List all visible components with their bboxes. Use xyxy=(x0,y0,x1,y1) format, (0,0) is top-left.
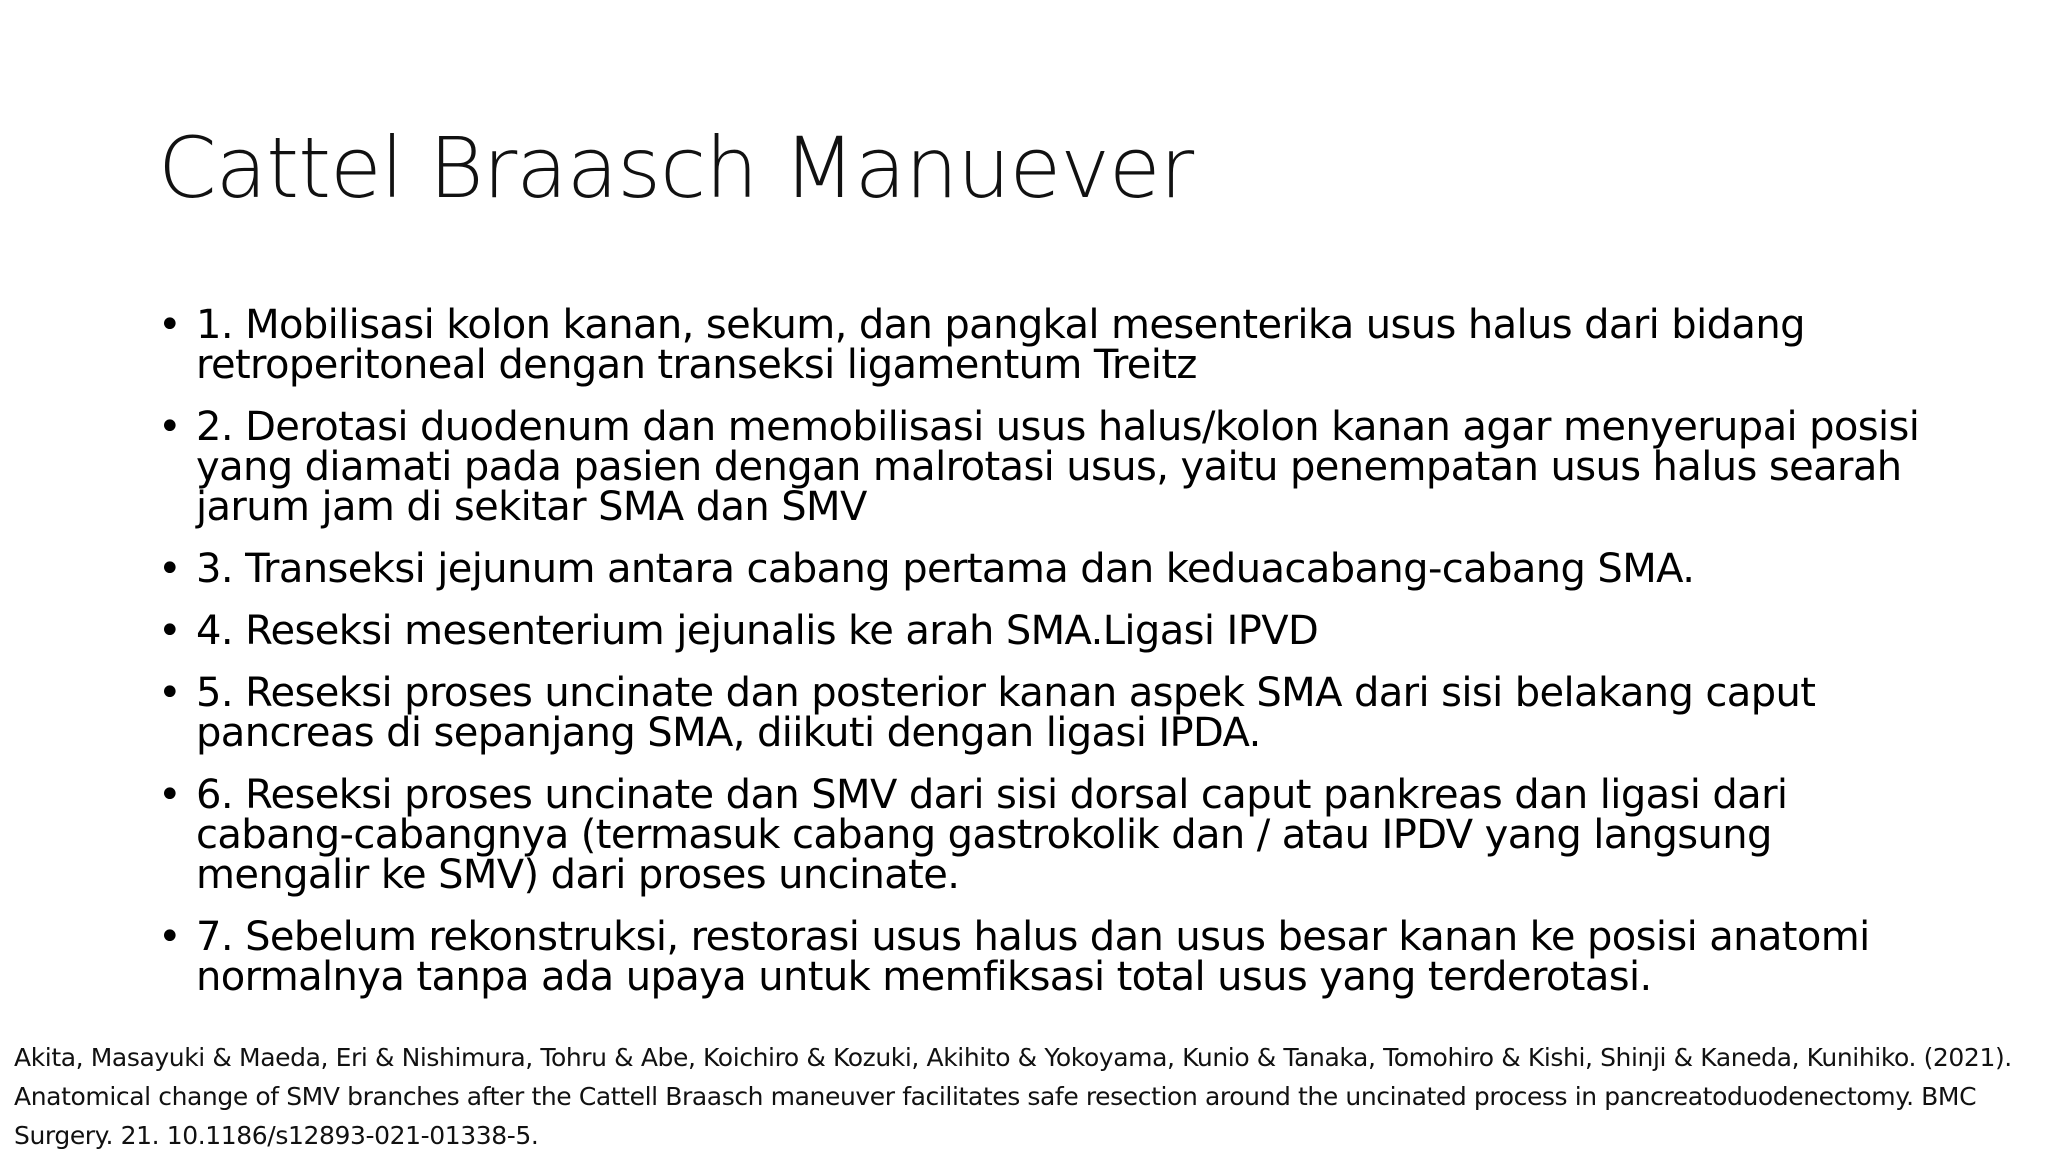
bullet-item xyxy=(158,670,1938,756)
bullet-text: 6. Reseksi proses uncinate dan SMV dari sisi dorsal caput pankreas dan ligasi dari cabang-cabangnya (termasuk cabang gastrokolik dan / atau IPDV yang langsung mengalir ke SMV) dari proses uncinate. xyxy=(196,772,1788,898)
bullet-text: 5. Reseksi proses uncinate dan posterior kanan aspek SMA dari sisi belakang caput pancreas di sepanjang SMA, diikuti dengan ligasi IPDA. xyxy=(196,670,1816,756)
bullet-dot-icon: • xyxy=(158,546,181,592)
bullet-text: 7. Sebelum rekonstruksi, restorasi usus halus dan usus besar kanan ke posisi anatomi normalnya tanpa ada upaya untuk memfiksasi total usus yang terderotasi. xyxy=(196,914,1870,1000)
bullet-text: 2. Derotasi duodenum dan memobilisasi usus halus/kolon kanan agar menyerupai posisi yang diamati pada pasien dengan malrotasi usus, yaitu penempatan usus halus searah jarum jam di sekitar SMA dan SMV xyxy=(196,404,1920,530)
bullet-list xyxy=(158,302,1938,1019)
bullet-text: 3. Transeksi jejunum antara cabang pertama dan keduacabang-cabang SMA. xyxy=(196,546,1695,592)
bullet-text: 4. Reseksi mesenterium jejunalis ke arah SMA.Ligasi IPVD xyxy=(196,608,1319,654)
bullet-text: 1. Mobilisasi kolon kanan, sekum, dan pangkal mesenterika usus halus dari bidang retroperitoneal dengan transeksi ligamentum Treitz xyxy=(196,302,1805,388)
bullet-item xyxy=(158,608,1938,654)
bullet-item xyxy=(158,546,1938,592)
bullet-item xyxy=(158,404,1938,530)
bullet-dot-icon: • xyxy=(158,772,181,818)
bullet-dot-icon: • xyxy=(158,404,181,450)
bullet-dot-icon: • xyxy=(158,302,181,348)
reference-citation: Akita, Masayuki & Maeda, Eri & Nishimura, Tohru & Abe, Koichiro & Kozuki, Akihito & Yokoyama, Kunio & Tanaka, Tomohiro & Kishi, Shinji & Kaneda, Kunihiko. (2021). Anatomical change of SMV branches after the Cattell Braasch maneuver facilitates safe resection around the uncinated process in pancreatoduodenectomy. BMC Surgery. 21. 10.1186/s12893-021-01338-5. xyxy=(14,1043,2012,1150)
bullet-dot-icon: • xyxy=(158,914,181,960)
bullet-item xyxy=(158,914,1938,1000)
bullet-dot-icon: • xyxy=(158,608,181,654)
bullet-item xyxy=(158,772,1938,898)
bullet-dot-icon: • xyxy=(158,670,181,716)
slide-title: Cattel Braasch Manuever xyxy=(158,119,1194,217)
bullet-item xyxy=(158,302,1938,388)
